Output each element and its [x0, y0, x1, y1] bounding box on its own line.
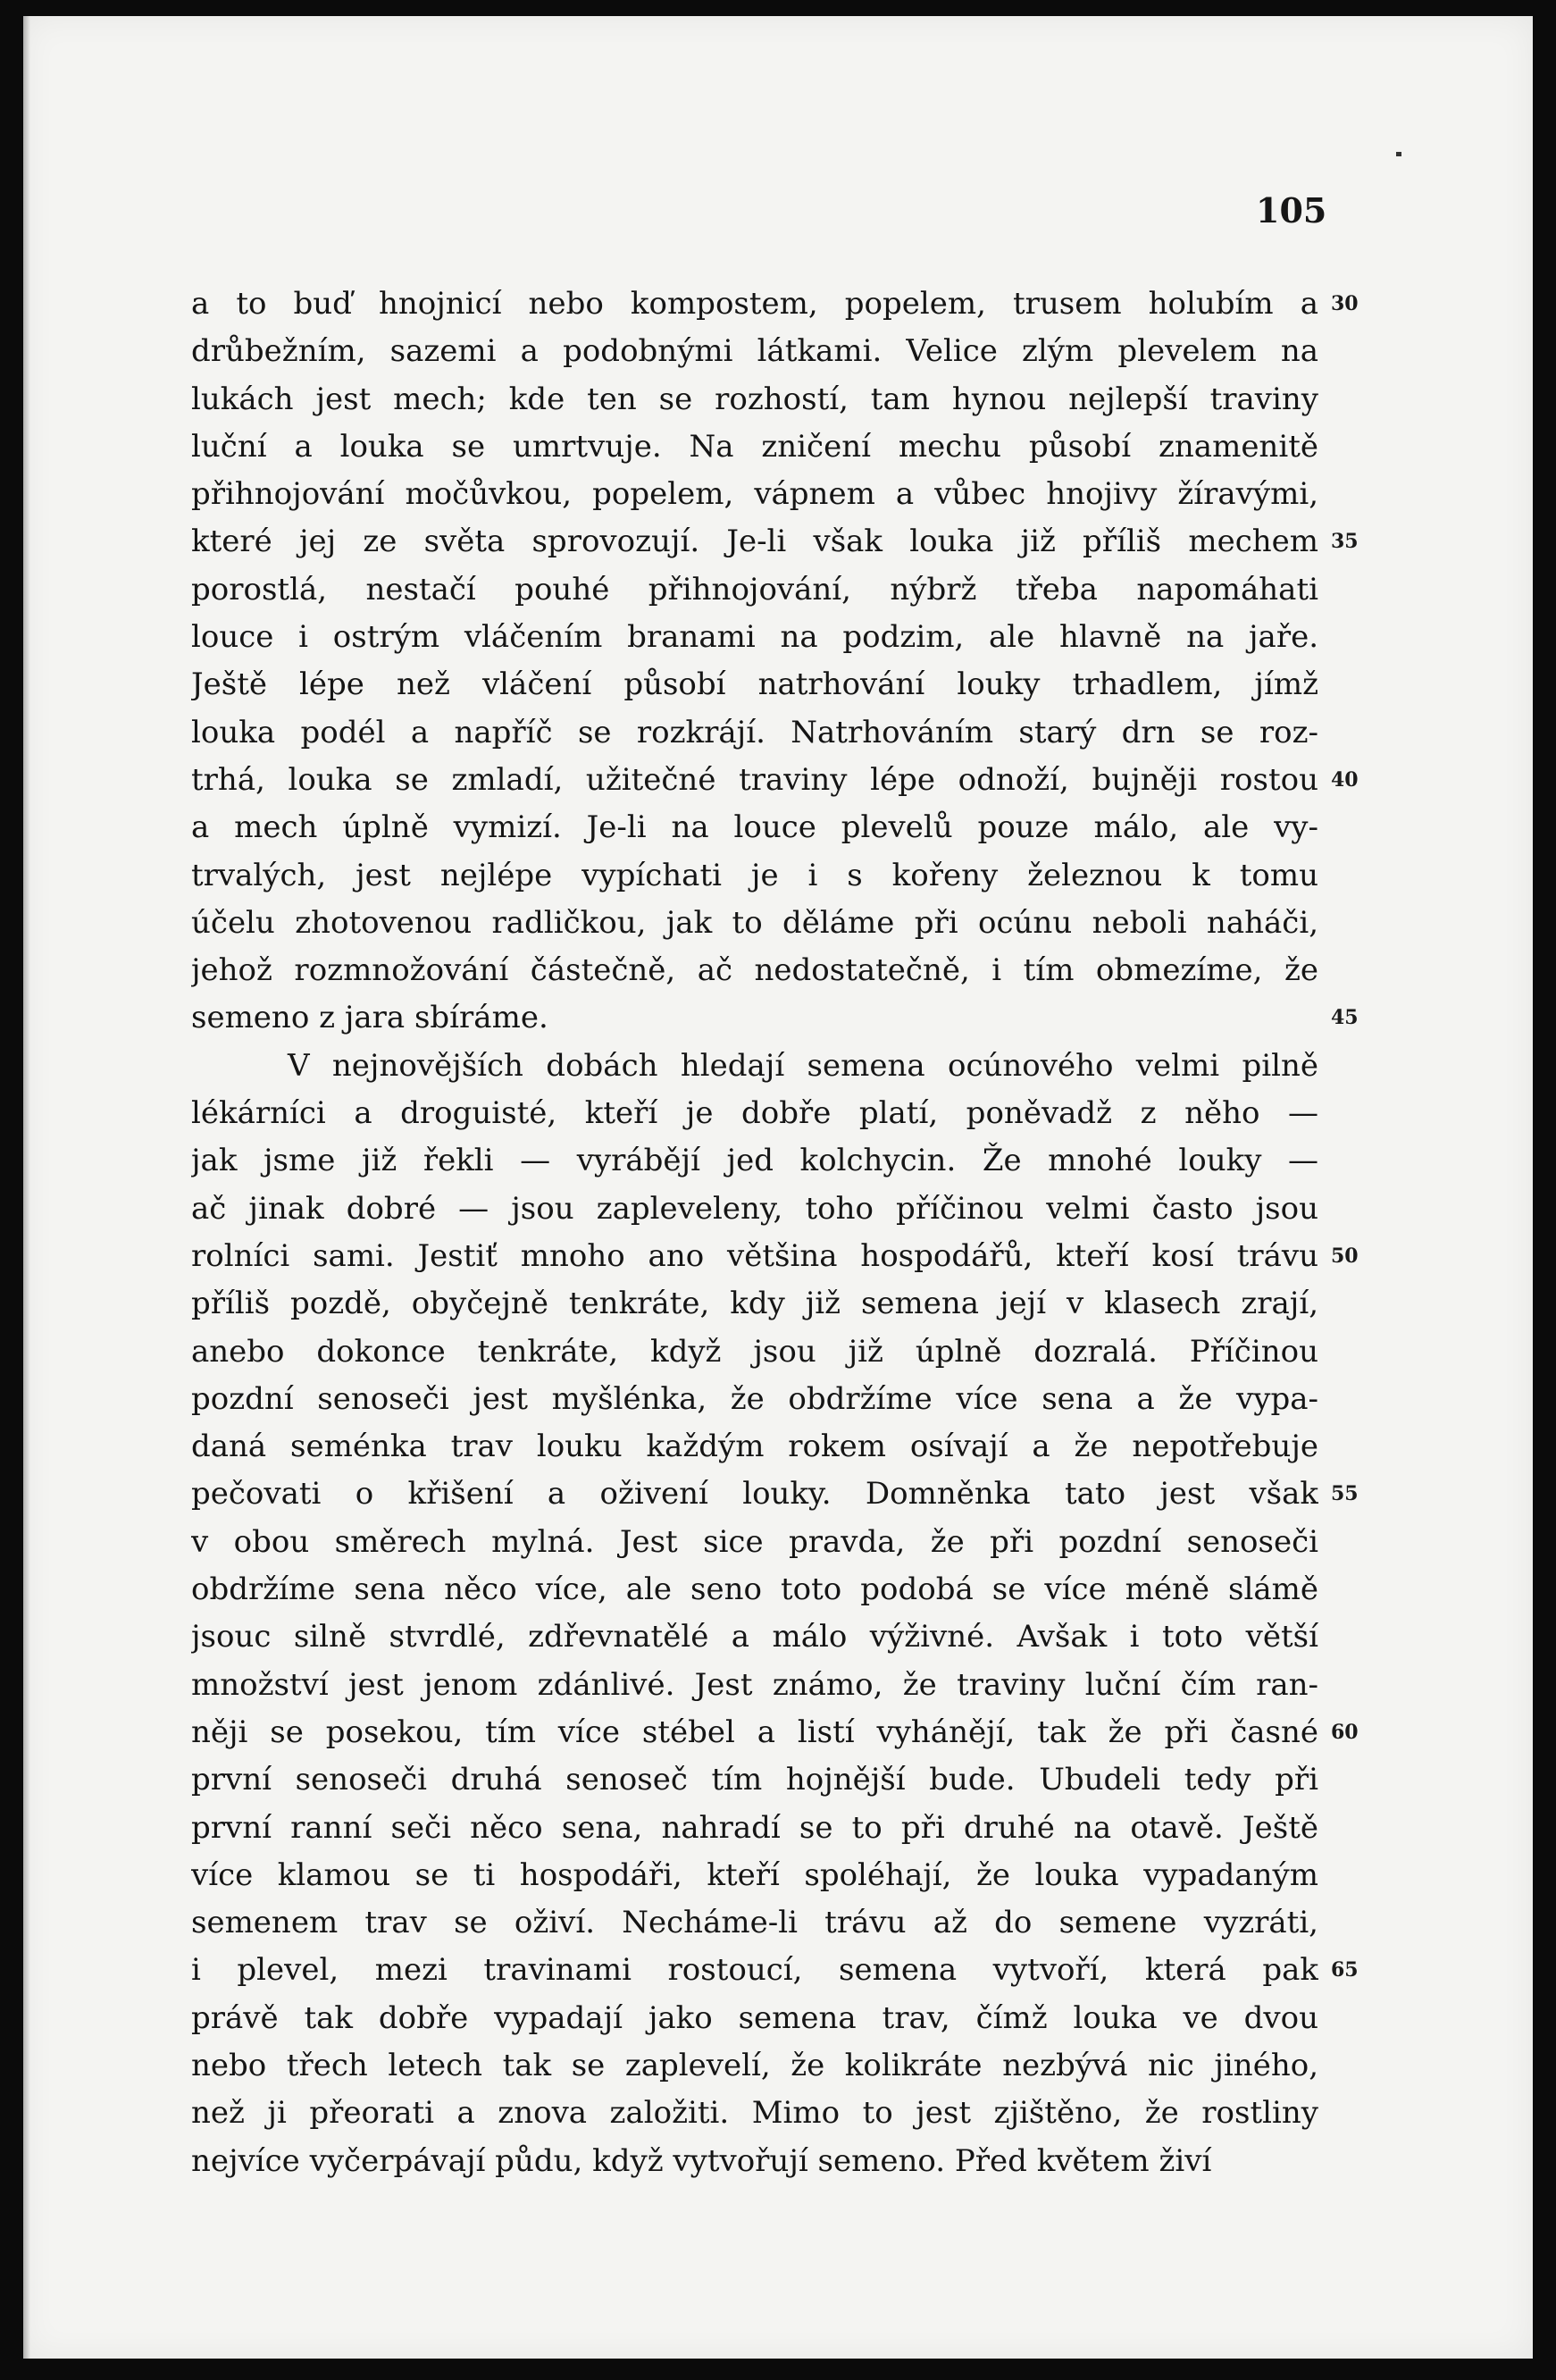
text-line	[191, 1995, 1318, 2042]
text-line	[191, 1662, 1318, 1709]
text-line	[191, 1043, 1318, 1090]
text-line	[191, 1613, 1318, 1661]
line-text: drůbežním, sazemi a podobnými látkami. Velice zlým plevelem na	[191, 333, 1318, 370]
text-line	[191, 804, 1318, 851]
text-line	[191, 614, 1318, 661]
line-text: luční a louka se umrtvuje. Na zničení mechu působí znamenitě	[191, 428, 1318, 465]
text-line	[191, 1328, 1318, 1376]
line-text: více klamou se ti hospodáři, kteří spoléhají, že louka vypadaným	[191, 1856, 1318, 1893]
text-line	[191, 1376, 1318, 1423]
line-text: něji se posekou, tím více stébel a listí vyhánějí, tak že při časné	[191, 1714, 1318, 1750]
line-text: přihnojování močůvkou, popelem, vápnem a vůbec hnojivy žíravými,	[191, 476, 1318, 513]
line-number: 65	[1331, 1958, 1359, 1982]
line-text: lukách jest mech; kde ten se rozhostí, tam hynou nejlepší traviny	[191, 381, 1318, 417]
text-line	[191, 1186, 1318, 1233]
line-text: než ji přeorati a znova založiti. Mimo to jest zjištěno, že rostliny	[191, 2095, 1318, 2132]
text-line	[191, 1280, 1318, 1328]
line-number: 45	[1331, 1006, 1359, 1030]
line-text: pozdní senoseči jest myšlénka, že obdržíme více sena a že vypa-	[191, 1380, 1318, 1417]
text-line	[191, 2090, 1318, 2137]
line-text: účelu zhotovenou radličkou, jak to děláme při ocúnu neboli naháči,	[191, 904, 1318, 941]
line-text: jak jsme již řekli — vyrábějí jed kolchycin. Že mnohé louky —	[191, 1143, 1318, 1179]
text-line	[191, 2138, 1318, 2185]
text-line	[191, 1423, 1318, 1471]
text-line	[191, 1090, 1318, 1137]
line-text: první ranní seči něco sena, nahradí se to při druhé na otavě. Ještě	[191, 1809, 1318, 1846]
line-text: lékárníci a droguisté, kteří je dobře platí, poněvadž z něho —	[191, 1095, 1318, 1132]
line-text: louka podél a napříč se rozkrájí. Natrhováním starý drn se roz-	[191, 714, 1318, 750]
line-text: nebo třech letech tak se zaplevelí, že kolikráte nezbývá nic jiného,	[191, 2047, 1318, 2083]
text-line	[191, 709, 1318, 757]
text-line	[191, 757, 1359, 804]
line-text: trvalých, jest nejlépe vypíchati je i s kořeny železnou k tomu	[191, 857, 1318, 893]
line-text: jsouc silně stvrdlé, zdřevnatělé a málo výživné. Avšak i toto větší	[191, 1619, 1318, 1655]
line-text: Ještě lépe než vláčení působí natrhování louky trhadlem, jímž	[191, 666, 1318, 703]
text-line	[191, 1471, 1359, 1518]
text-line	[191, 1947, 1359, 1994]
line-text: právě tak dobře vypadají jako semena trav, čímž louka ve dvou	[191, 1999, 1318, 2036]
text-line	[191, 1709, 1359, 1756]
text-line	[191, 518, 1359, 566]
text-line	[191, 852, 1318, 900]
line-text: anebo dokonce tenkráte, když jsou již úplně dozralá. Příčinou	[191, 1333, 1318, 1370]
line-text: nejvíce vyčerpávají půdu, když vytvořují semeno. Před květem živí	[191, 2142, 1212, 2179]
body-text	[191, 281, 1359, 2185]
text-line	[191, 994, 1359, 1042]
book-page	[23, 16, 1533, 2359]
page-edge-shadow	[23, 16, 30, 2359]
line-number: 60	[1331, 1720, 1359, 1744]
text-line	[191, 1852, 1318, 1899]
text-line	[191, 1137, 1318, 1185]
line-text: a mech úplně vymizí. Je-li na louce plevelů pouze málo, ale vy-	[191, 809, 1318, 846]
line-text: semeno z jara sbíráme.	[191, 1000, 548, 1036]
line-number: 35	[1331, 530, 1359, 554]
line-text: ač jinak dobré — jsou zapleveleny, toho příčinou velmi často jsou	[191, 1190, 1318, 1227]
text-line	[191, 328, 1318, 375]
text-line	[191, 1805, 1318, 1852]
text-line	[191, 900, 1318, 947]
text-line	[191, 1519, 1318, 1566]
text-line	[191, 281, 1359, 328]
print-speck	[1396, 152, 1401, 156]
text-line	[191, 1899, 1318, 1947]
line-text: a to buď hnojnicí nebo kompostem, popelem, trusem holubím a	[191, 286, 1318, 322]
text-line	[191, 947, 1318, 994]
line-text: příliš pozdě, obyčejně tenkráte, kdy již semena její v klasech zrají,	[191, 1286, 1318, 1322]
text-line	[191, 376, 1318, 423]
line-text: množství jest jenom zdánlivé. Jest známo, že traviny luční čím ran-	[191, 1666, 1318, 1703]
line-text: v obou směrech mylná. Jest sice pravda, že při pozdní senoseči	[191, 1523, 1318, 1560]
line-text: obdržíme sena něco více, ale seno toto podobá se více méně slámě	[191, 1571, 1318, 1608]
line-text: jehož rozmnožování částečně, ač nedostatečně, i tím obmezíme, že	[191, 952, 1318, 989]
line-text: první senoseči druhá senoseč tím hojnější bude. Ubudeli tedy při	[191, 1762, 1318, 1798]
text-line	[191, 2042, 1318, 2090]
line-text: trhá, louka se zmladí, užitečné traviny lépe odnoží, bujněji rostou	[191, 761, 1318, 798]
line-text: rolníci sami. Jestiť mnoho ano většina hospodářů, kteří kosí trávu	[191, 1237, 1318, 1274]
text-line	[191, 471, 1318, 518]
line-number: 40	[1331, 767, 1359, 792]
text-line	[191, 1756, 1318, 1804]
line-text: porostlá, nestačí pouhé přihnojování, nýbrž třeba napomáhati	[191, 571, 1318, 608]
line-text: pečovati o křišení a oživení louky. Domněnka tato jest však	[191, 1476, 1318, 1513]
line-text: daná seménka trav louku každým rokem osívají a že nepotřebuje	[191, 1429, 1318, 1465]
line-number: 30	[1331, 292, 1359, 315]
line-text: semenem trav se oživí. Necháme-li trávu až do semene vyzráti,	[191, 1905, 1318, 1941]
text-line	[191, 1566, 1318, 1613]
line-number: 50	[1331, 1244, 1359, 1268]
text-line	[191, 566, 1318, 614]
text-line	[191, 1233, 1359, 1280]
line-text: i plevel, mezi travinami rostoucí, semena vytvoří, která pak	[191, 1952, 1318, 1989]
line-text: které jej ze světa sprovozují. Je-li však louka již příliš mechem	[191, 524, 1318, 560]
text-line	[191, 423, 1318, 471]
line-text: louce i ostrým vláčením branami na podzim, ale hlavně na jaře.	[191, 619, 1318, 656]
line-text: V nejnovějších dobách hledají semena ocúnového velmi pilně	[288, 1047, 1318, 1084]
text-line	[191, 661, 1318, 708]
page-number: 105	[1256, 190, 1327, 230]
line-number: 55	[1331, 1482, 1359, 1506]
